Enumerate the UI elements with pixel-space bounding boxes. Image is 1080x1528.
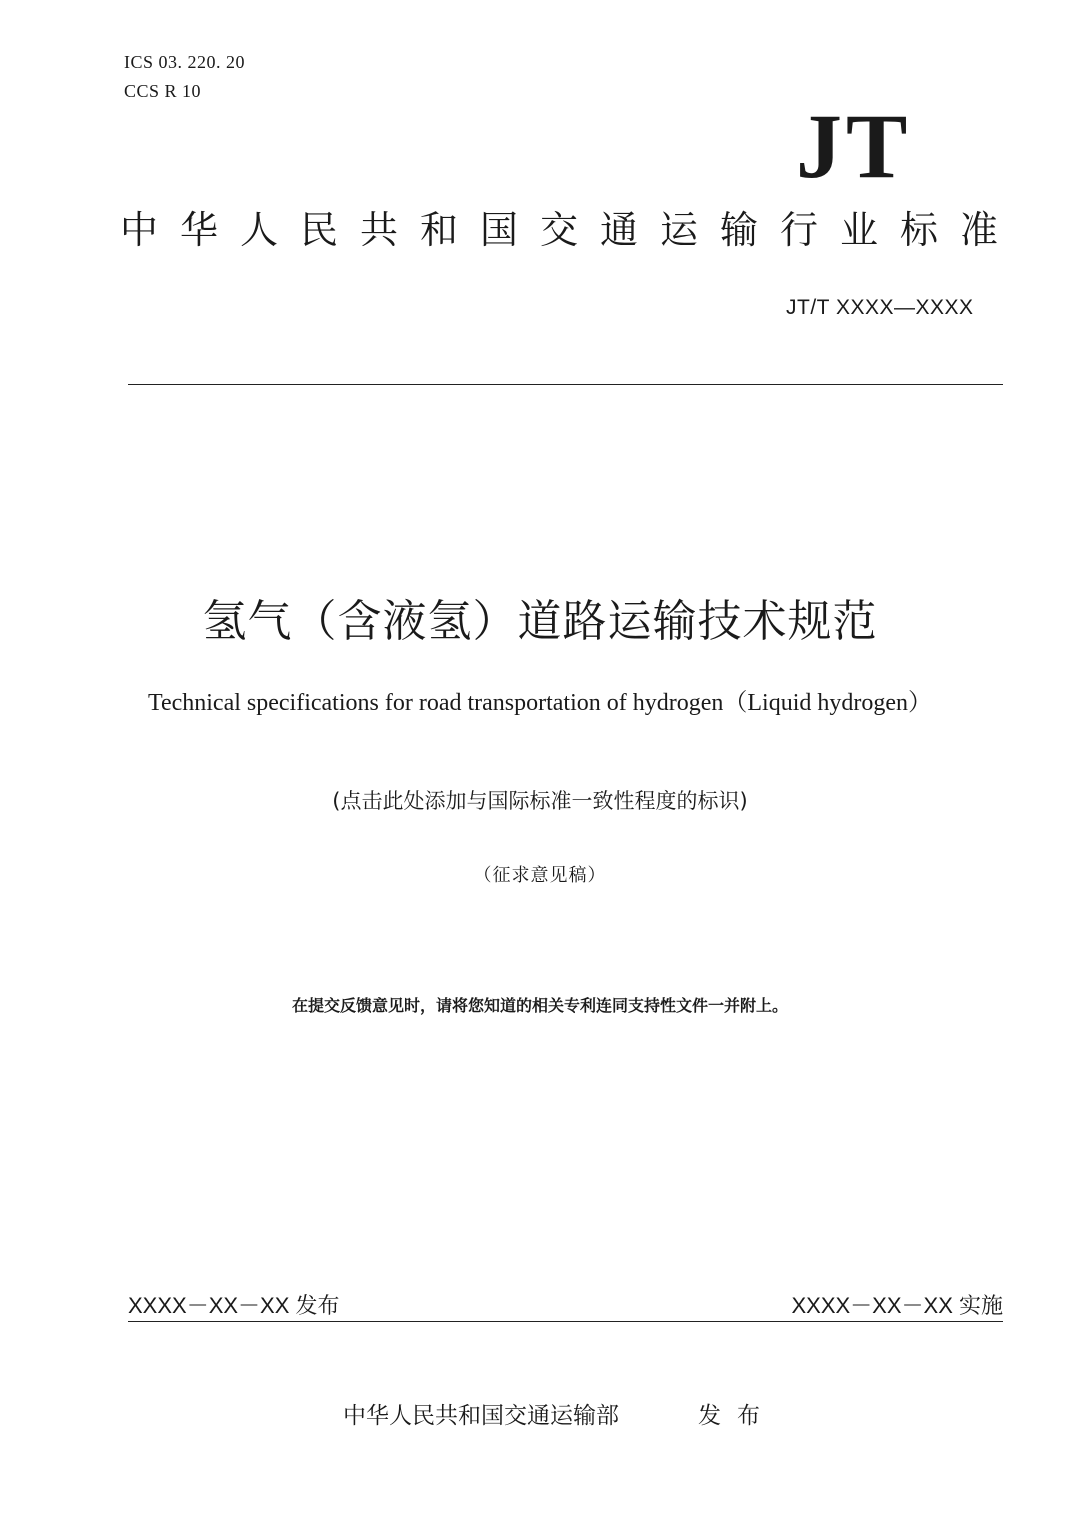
document-title-english: Technical specifications for road transportation of hydrogen（Liquid hydrogen） xyxy=(147,690,933,716)
draft-status: （征求意见稿） xyxy=(473,865,607,886)
standard-number: JT/T XXXX—XXXX xyxy=(786,296,974,319)
publisher-name: 中华人民共和国交通运输部 xyxy=(343,1403,619,1429)
ics-code: ICS 03. 220. 20 xyxy=(124,52,246,72)
top-divider xyxy=(128,384,1003,385)
implement-date: XXXX－XX－XX 实施 xyxy=(791,1293,1003,1318)
publish-date: XXXX－XX－XX 发布 xyxy=(128,1293,340,1318)
standard-category-title: 中华人民共和国交通运输行业标准 xyxy=(120,208,1021,252)
document-title-chinese: 氢气（含液氢）道路运输技术规范 xyxy=(202,596,878,647)
patent-notice: 在提交反馈意见时，请将您知道的相关专利连同支持性文件一并附上。 xyxy=(291,996,788,1015)
jt-logo: JT xyxy=(796,95,912,197)
publish-word: 发布 xyxy=(698,1403,776,1429)
conformity-note: (点击此处添加与国际标准一致性程度的标识) xyxy=(332,789,748,813)
ccs-code: CCS R 10 xyxy=(124,81,202,101)
bottom-divider xyxy=(128,1321,1003,1322)
